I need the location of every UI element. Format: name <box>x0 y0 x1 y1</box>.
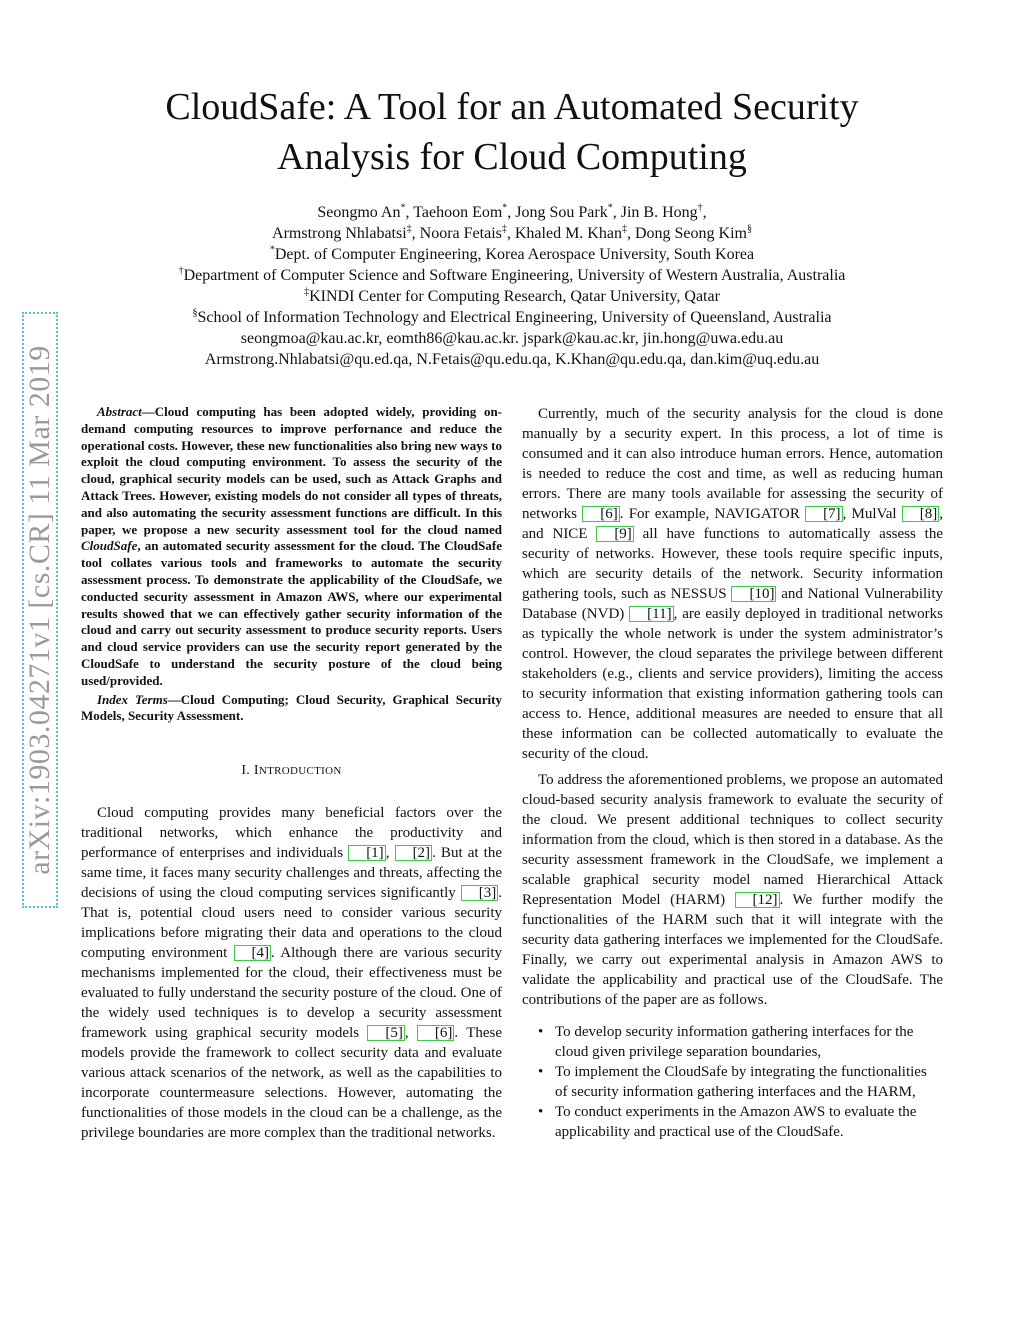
citation-link[interactable]: [8] <box>902 506 940 522</box>
citation-link[interactable]: [4] <box>234 945 272 961</box>
abstract: Abstract—Cloud computing has been adopted widely, providing on-demand computing resources to improve perfornance and reduce the operational costs. However, these new functionalities also bring new ways to exploit the cloud computing environment. To assess the security of the cloud, graphical security models can be used, such as Attack Graphs and Attack Trees. However, existing models do not consider all types of threats, and also automating the security assessment functions are difficult. In this paper, we propose a new security assessment tool for the cloud named CloudSafe, an automated security assessment for the cloud. The CloudSafe tool collates various tools and frameworks to automate the security assessment process. To demonstrate the applicability of the CloudSafe, we conducted security assessment in Amazon AWS, where our experimental results showed that we can effectively gather security information of the cloud and carry out security assessment to produce security reports. Users and cloud service providers can use the security report generated by the CloudSafe to understand the security posture of the cloud being used/provided. <box>81 404 502 688</box>
citation-link[interactable]: [5] <box>367 1025 405 1041</box>
list-item: • To conduct experiments in the Amazon AWS to evaluate the applicability and practical use of the CloudSafe. <box>522 1102 943 1142</box>
left-column <box>81 404 502 1149</box>
citation-link[interactable]: [3] <box>461 885 499 901</box>
author-name: Jin B. Hong <box>620 204 698 221</box>
author-name: Jong Sou Park <box>515 204 608 221</box>
citation-link[interactable]: [1] <box>348 845 386 861</box>
affiliation: †Department of Computer Science and Software Engineering, University of Western Australia, Australia <box>178 265 846 284</box>
citation-link[interactable]: [7] <box>805 506 843 522</box>
title-line-1: CloudSafe: A Tool for an Automated Security <box>165 86 859 128</box>
title-line-2: Analysis for Cloud Computing <box>277 136 747 178</box>
email-line: seongmoa@kau.ac.kr, eomth86@kau.ac.kr. jspark@kau.ac.kr, jin.hong@uwa.edu.au <box>240 330 784 347</box>
affiliation: *Dept. of Computer Engineering, Korea Aerospace University, South Korea <box>269 244 755 263</box>
author-name: Taehoon Eom <box>413 204 503 221</box>
index-terms: Index Terms—Cloud Computing; Cloud Security, Graphical Security Models, Security Assessment. <box>81 691 502 724</box>
author-block <box>100 202 924 370</box>
citation-link[interactable]: [2] <box>395 845 433 861</box>
author-line-1: Seongmo An*, Taehoon Eom*, Jong Sou Park*, Jin B. Hong†, <box>317 202 707 221</box>
citation-link[interactable]: [11] <box>629 606 673 622</box>
right-column <box>522 404 943 1142</box>
list-item: • To develop security information gathering interfaces for the cloud given privilege separation boundaries, <box>522 1022 943 1062</box>
email-line: Armstrong.Nhlabatsi@qu.ed.qa, N.Fetais@qu.edu.qa, K.Khan@qu.edu.qa, dan.kim@uq.edu.au <box>204 351 820 368</box>
body-paragraph: To address the aforementioned problems, we propose an automated cloud-based security analysis framework to evaluate the security of the cloud. We present additional techniques to collect security information from the cloud, which is then stored in a database. As the security assessment framework in the CloudSafe, we implement a scalable graphical security model named Hierarchical Attack Representation Model (HARM) [12] . We further modify the functionalities of the HARM such that it will integrate with the security data gathering interfaces we implemented for the CloudSafe. Finally, we carry out experimental analysis in Amazon AWS to validate the applicability and practical use of the CloudSafe. The contributions of the paper are as follows. <box>522 772 943 1008</box>
author-name: Armstrong Nhlabatsi <box>272 225 407 242</box>
author-name: Seongmo An <box>317 204 401 221</box>
citation-link[interactable]: [6] <box>417 1025 455 1041</box>
list-item: • To implement the CloudSafe by integrating the functionalities of security information gathering interfaces and the HARM, <box>522 1062 943 1102</box>
author-name: Noora Fetais <box>419 225 502 242</box>
citation-link[interactable]: [12] <box>735 892 780 908</box>
paper-title <box>100 82 924 182</box>
affiliation: ‡KINDI Center for Computing Research, Qatar University, Qatar <box>304 286 720 305</box>
citation-link[interactable]: [10] <box>731 586 776 602</box>
author-name: Khaled M. Khan <box>514 225 622 242</box>
arxiv-sidebar-stamp <box>22 312 58 908</box>
affiliation: §School of Information Technology and Electrical Engineering, University of Queensland, Australia <box>192 307 832 326</box>
intro-paragraph: Cloud computing provides many beneficial factors over the traditional networks, which enhance the productivity and performance of enterprises and individuals [1] , [2] . But at the same time, it faces many security challenges and threats, affecting the decisions of using the cloud computing services significantly [3] . That is, potential cloud users need to consider various security implications before migrating their data and operations to the cloud computing environment [4] . Although there are various security mechanisms implemented for the cloud, their effectiveness must be evaluated to fully understand the security posture of the cloud. One of the widely used techniques is to develop a security assessment framework using graphical security models [5] , [6] . These models provide the framework to collect security data and evaluate various attack scenarios of the network, as well as the capabilities to incorporate countermeasure selections. However, automating the functionalities of those models in the cloud can be a challenge, as the privilege boundaries are more complex than the traditional networks. <box>81 805 503 1142</box>
section-heading-introduction: I. INTRODUCTION <box>241 763 342 779</box>
author-name: Dong Seong Kim <box>634 225 747 242</box>
author-line-2: Armstrong Nhlabatsi‡, Noora Fetais‡, Khaled M. Khan‡, Dong Seong Kim§ <box>272 223 752 242</box>
citation-link[interactable]: [9] <box>596 526 634 542</box>
citation-link[interactable]: [6] <box>582 506 620 522</box>
contributions-list <box>522 1022 943 1142</box>
arxiv-identifier: arXiv:1903.04271v1 [cs.CR] 11 Mar 2019 <box>23 345 56 875</box>
body-paragraph: Currently, much of the security analysis for the cloud is done manually by a security expert. In this process, a lot of time is consumed and it can also introduce human errors. Hence, automation is needed to reduce the cost and time, as well as reducing human errors. There are many tools available for assessing the security of networks [6] . For example, NAVIGATOR [7] , MulVal [8] , and NICE [9] all have functions to automatically assess the security of networks. However, these tools require specific inputs, which are security details of the network. Security information gathering tools, such as NESSUS [10] and National Vulnerability Database (NVD) [11] , are easily deployed in traditional networks as typically the whole network is under the system administrator’s control. However, the cloud separates the privilege between different stakeholders (e.g., clients and service providers), limiting the access to security information that existing information gathering tools can access to. Hence, additional measures are needed to ensure that all these information can be collected automatically to evaluate the security of the cloud. <box>522 406 944 762</box>
